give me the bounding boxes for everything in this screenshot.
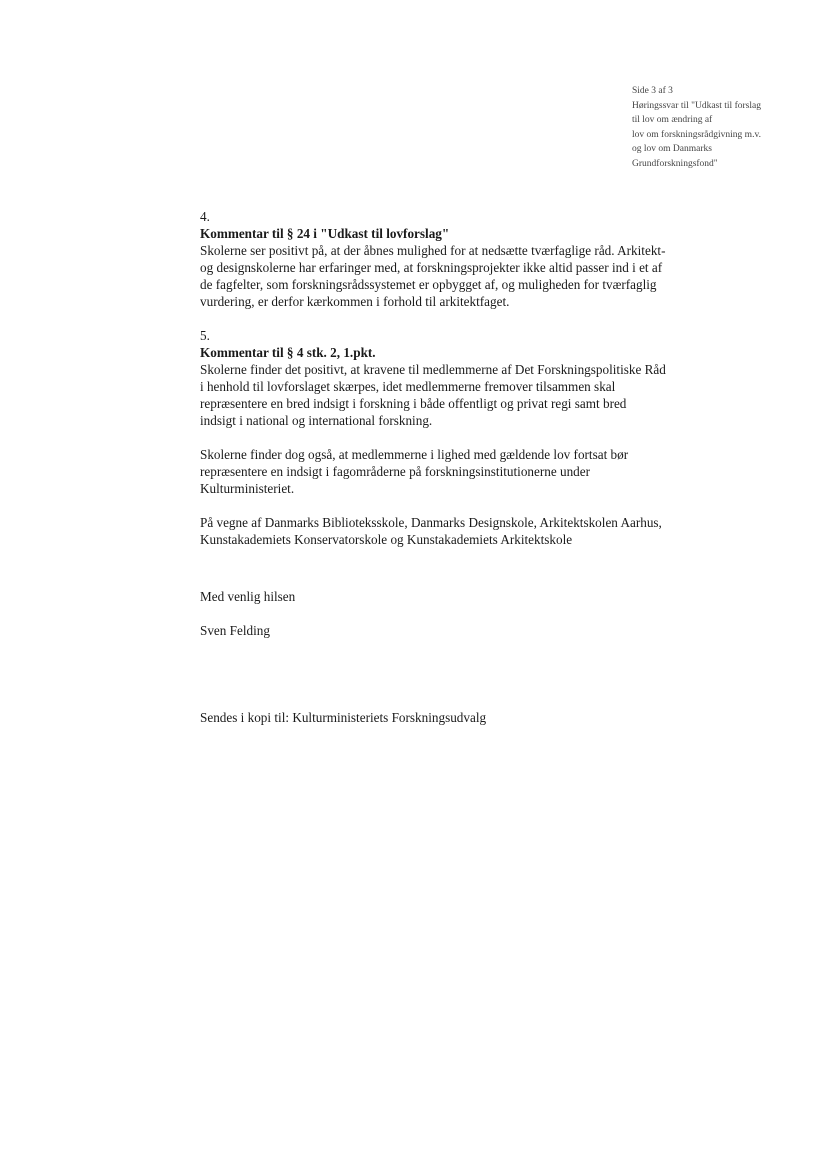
paragraph [200, 514, 760, 548]
text-line: i henhold til lovforslaget skærpes, idet medlemmerne fremover tilsammen skal [200, 379, 616, 394]
text-line: indsigt i national og international forskning. [200, 413, 433, 428]
section-number: 5. [200, 328, 210, 343]
text-line: Skolerne ser positivt på, at der åbnes mulighed for at nedsætte tværfaglige råd. Arkitekt- [200, 243, 666, 258]
section-heading: Kommentar til § 24 i "Udkast til lovforslag" [200, 226, 450, 241]
header-line: til lov om ændring af [632, 115, 713, 125]
document-body [200, 208, 760, 548]
text-line: repræsentere en indsigt i fagområderne på forskningsinstitutionerne under [200, 464, 591, 479]
header-line: Høringssvar til "Udkast til forslag [632, 100, 761, 111]
closing-greeting: Med venlig hilsen [200, 589, 296, 604]
page-number: Side 3 af 3 [632, 86, 673, 96]
section-5 [200, 327, 760, 429]
text-line: Kulturministeriet. [200, 481, 295, 496]
section-4 [200, 208, 760, 310]
copy-recipients: Sendes i kopi til: Kulturministeriets Forskningsudvalg [200, 710, 487, 725]
header-line: og lov om Danmarks [632, 144, 712, 154]
header-line: lov om forskningsrådgivning m.v. [632, 129, 761, 140]
signature-name: Sven Felding [200, 623, 270, 638]
header-line: Grundforskningsfond" [632, 158, 718, 169]
section-number: 4. [200, 209, 210, 224]
text-line: Kunstakademiets Konservatorskole og Kunstakademiets Arkitektskole [200, 532, 573, 547]
text-line: På vegne af Danmarks Biblioteksskole, Danmarks Designskole, Arkitektskolen Aarhus, [200, 515, 662, 530]
text-line: de fagfelter, som forskningsrådssystemet er opbygget af, og muligheden for tværfaglig [200, 277, 657, 292]
text-line: repræsentere en bred indsigt i forskning i både offentligt og privat regi samt bred [200, 396, 627, 411]
text-line: og designskolerne har erfaringer med, at forskningsprojekter ikke altid passer ind i et af [200, 260, 663, 275]
text-line: Skolerne finder det positivt, at kravene til medlemmerne af Det Forskningspolitiske Råd [200, 362, 666, 377]
page-header [632, 84, 818, 171]
text-line: vurdering, er derfor kærkommen i forhold til arkitektfaget. [200, 294, 510, 309]
paragraph [200, 446, 760, 497]
text-line: Skolerne finder dog også, at medlemmerne i lighed med gældende lov fortsat bør [200, 447, 629, 462]
section-heading: Kommentar til § 4 stk. 2, 1.pkt. [200, 345, 376, 360]
